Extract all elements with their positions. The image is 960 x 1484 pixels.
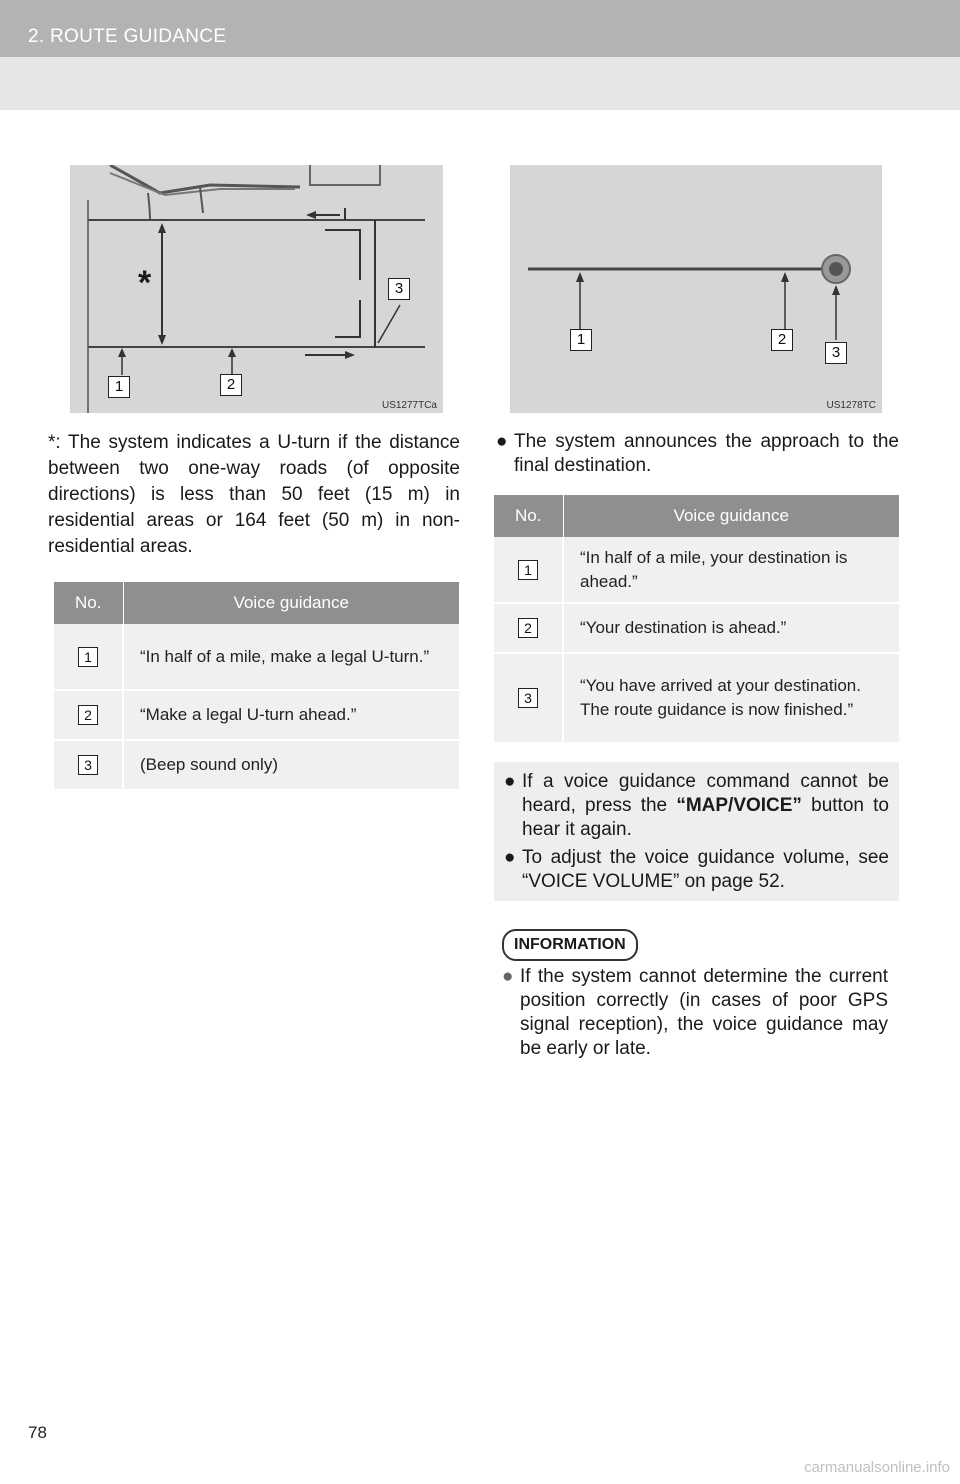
voice-text: “Your destination is ahead.” — [563, 603, 899, 653]
table-row — [494, 653, 899, 743]
page-number: 78 — [28, 1423, 47, 1442]
row-number-box: 3 — [518, 688, 538, 708]
figure-code: US1278TC — [826, 400, 876, 411]
column-header-no: No. — [494, 495, 563, 537]
column-header-voice: Voice guidance — [123, 582, 459, 624]
map-voice-button-name: “MAP/VOICE” — [676, 795, 802, 816]
information-text — [502, 965, 888, 1061]
table-row — [54, 624, 459, 690]
row-number-box: 2 — [518, 618, 538, 638]
destination-diagram-svg — [510, 165, 882, 413]
destination-diagram — [510, 165, 882, 413]
bullet-icon: ● — [504, 847, 516, 868]
voice-text: “In half of a mile, make a legal U-turn.” — [123, 624, 459, 690]
right-voice-table — [494, 495, 899, 744]
destination-bullet — [496, 430, 899, 478]
table-row — [494, 537, 899, 603]
figure-label-3: 3 — [825, 342, 847, 364]
row-number-box: 3 — [78, 755, 98, 775]
table-row — [54, 740, 459, 790]
figure-label-2: 2 — [220, 374, 242, 396]
row-number-box: 1 — [518, 560, 538, 580]
bullet-text: The system announces the approach to the final destination. — [514, 431, 899, 476]
figure-label-1: 1 — [108, 376, 130, 398]
column-header-no: No. — [54, 582, 123, 624]
voice-text: “In half of a mile, your destination is ahead.” — [563, 537, 899, 603]
note-text-1: If a voice guidance command cannot be heard, press the “MAP/VOICE” button to hear it again. — [522, 771, 889, 840]
voice-text: “You have arrived at your destination. The route guidance is now finished.” — [563, 653, 899, 743]
notes-box — [494, 762, 899, 901]
figure-code: US1277TCa — [381, 400, 437, 411]
information-body: If the system cannot determine the current position correctly (in cases of poor GPS signal reception), the voice guidance may be early or late. — [520, 966, 888, 1059]
section-title: 2. ROUTE GUIDANCE — [28, 26, 227, 47]
voice-text: “Make a legal U-turn ahead.” — [123, 690, 459, 740]
bullet-icon: ● — [496, 431, 508, 452]
table-row — [54, 690, 459, 740]
u-turn-diagram — [70, 165, 443, 413]
figure-label-3: 3 — [388, 278, 410, 300]
voice-text: (Beep sound only) — [123, 740, 459, 790]
table-row — [494, 603, 899, 653]
information-bullet-icon: ● — [502, 966, 514, 987]
figure-label-1: 1 — [570, 329, 592, 351]
left-voice-table — [54, 582, 459, 791]
information-tag: INFORMATION — [502, 929, 638, 961]
note-text-2: To adjust the voice guidance volume, see “VOICE VOLUME” on page 52. — [522, 847, 889, 892]
watermark: carmanualsonline.info — [804, 1459, 950, 1476]
asterisk-label: * — [138, 264, 152, 302]
row-number-box: 2 — [78, 705, 98, 725]
page-header — [0, 0, 960, 110]
row-number-box: 1 — [78, 647, 98, 667]
u-turn-footnote: *: The system indicates a U-turn if the distance between two one-way roads (of opposite directions) is less than 50 feet (15 m) in residential areas or 164 feet (50 m) in non-residential areas. — [48, 432, 460, 557]
figure-label-2: 2 — [771, 329, 793, 351]
column-header-voice: Voice guidance — [563, 495, 899, 537]
bullet-icon: ● — [504, 771, 516, 792]
